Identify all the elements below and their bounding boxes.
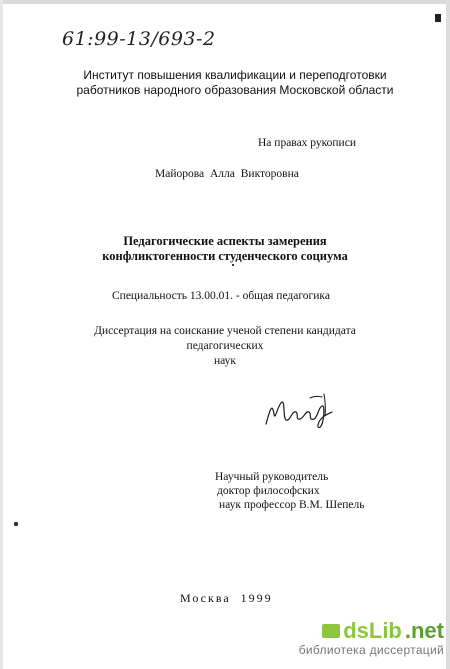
logo-part-1: dsLib [343, 618, 402, 643]
supervisor-line-3: наук профессор В.М. Шепель [219, 499, 365, 511]
degree-line-1: Диссертация на соискание ученой степени кандидата педагогических [94, 325, 356, 352]
dslib-watermark[interactable] [294, 619, 444, 657]
institute-line-2: работников народного образования Московской области [76, 83, 394, 97]
author-name: Майорова Алла Викторовна [155, 168, 299, 180]
scientific-supervisor [215, 470, 395, 512]
title-line-2: конфликтогенности студенческого социума [102, 249, 348, 263]
watermark-subtitle: библиотека диссертаций [298, 643, 444, 657]
supervisor-line-1: Научный руководитель [215, 471, 329, 483]
institute-line-1: Институт повышения квалификации и переподготовки [83, 68, 387, 82]
dissertation-title [100, 234, 350, 264]
book-icon [322, 624, 340, 638]
handwritten-catalog-code: 61:99-13/693-2 [62, 28, 216, 50]
title-line-1: Педагогические аспекты замерения [123, 234, 327, 248]
degree-line-2: наук [213, 355, 236, 367]
dslib-logo[interactable] [322, 619, 444, 643]
specialty: Специальность 13.00.01. - общая педагогика [112, 290, 330, 302]
dissertation-degree [55, 324, 395, 369]
scan-edge-left [0, 0, 3, 669]
corner-mark [435, 14, 441, 22]
city-year: Москва 1999 [180, 591, 273, 605]
handwritten-signature [262, 388, 342, 433]
ink-speck [14, 522, 18, 526]
manuscript-note: На правах рукописи [258, 137, 356, 149]
logo-part-2: .net [404, 618, 444, 643]
scan-edge-right [446, 0, 450, 669]
ink-dot [232, 264, 234, 266]
scan-edge-top [0, 0, 450, 4]
institute-name [70, 68, 400, 98]
supervisor-line-2: доктор философских [217, 485, 320, 497]
